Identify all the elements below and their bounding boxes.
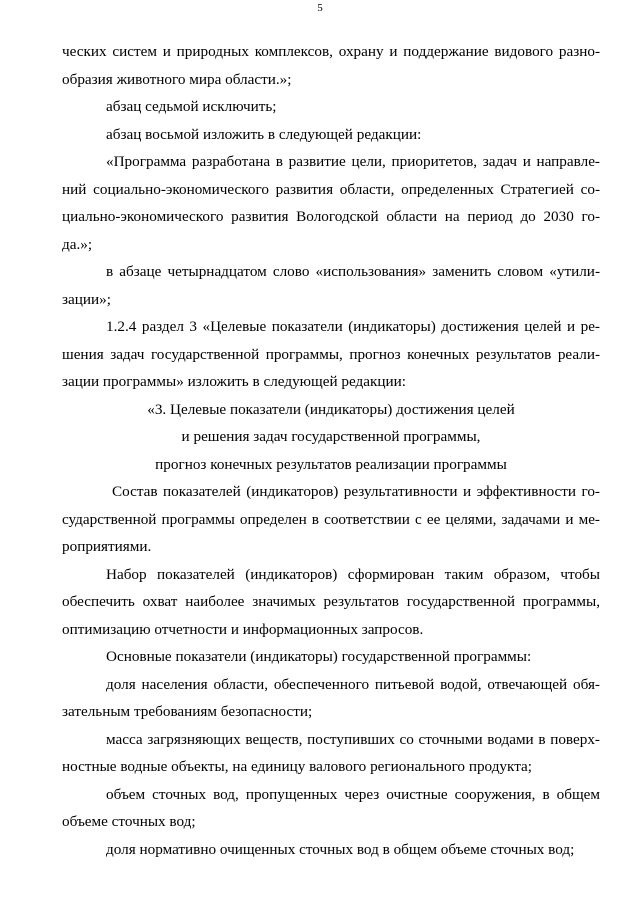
text-line: масса загрязняющих веществ, поступивших со сточными водами в поверх- bbox=[106, 730, 600, 748]
text-line: роприятиями. bbox=[62, 538, 152, 555]
text-line: сударственной программы определен в соответствии с ее целями, задачами и ме- bbox=[62, 510, 600, 528]
text-line: абзац восьмой изложить в следующей редакции: bbox=[106, 125, 422, 143]
text-line: 1.2.4 раздел 3 «Целевые показатели (индикаторы) достижения целей и ре- bbox=[106, 318, 600, 335]
document-body bbox=[62, 38, 600, 863]
text-line: Основные показатели (индикаторы) государственной программы: bbox=[106, 648, 532, 665]
text-line: Набор показателей (индикаторов) сформирован таким образом, чтобы bbox=[106, 565, 600, 583]
text-line: да.»; bbox=[62, 235, 93, 253]
text-line: абзац седьмой исключить; bbox=[106, 98, 277, 115]
text-line: объеме сточных вод; bbox=[62, 813, 196, 830]
text-line: доля населения области, обеспеченного питьевой водой, отвечающей обя- bbox=[106, 675, 600, 693]
text-line: зации программы» изложить в следующей редакции: bbox=[62, 373, 406, 390]
text-line: в абзаце четырнадцатом слово «использования» заменить словом «утили- bbox=[106, 263, 600, 280]
text-line: ностные водные объекты, на единицу валового регионального продукта; bbox=[62, 758, 532, 775]
text-line: оптимизацию отчетности и информационных запросов. bbox=[62, 620, 424, 638]
text-line: шения задач государственной программы, прогноз конечных результатов реали- bbox=[62, 345, 600, 363]
text-line: объем сточных вод, пропущенных через очистные сооружения, в общем bbox=[106, 785, 600, 803]
text-line: Состав показателей (индикаторов) результативности и эффективности го- bbox=[112, 483, 600, 500]
text-line: ний социально-экономического развития области, определенных Стратегией со- bbox=[62, 180, 600, 198]
text-line: циально-экономического развития Вологодской области на период до 2030 го- bbox=[62, 208, 600, 225]
text-line: обеспечить охват наиболее значимых результатов государственной программы, bbox=[62, 593, 600, 610]
section-heading-line: и решения задач государственной программы, bbox=[181, 428, 481, 445]
text-line: доля нормативно очищенных сточных вод в общем объеме сточных вод; bbox=[106, 840, 575, 858]
text-line: зательным требованиям безопасности; bbox=[62, 703, 313, 720]
text-line: зации»; bbox=[62, 290, 111, 308]
section-heading-line: прогноз конечных результатов реализации программы bbox=[155, 455, 507, 473]
text-line: образия животного мира области.»; bbox=[62, 70, 292, 88]
text-line: «Программа разработана в развитие цели, приоритетов, задач и направле- bbox=[106, 153, 600, 170]
section-heading-line: «3. Целевые показатели (индикаторы) достижения целей bbox=[147, 400, 515, 418]
page-number: 5 bbox=[317, 2, 323, 14]
text-line: ческих систем и природных комплексов, охрану и поддержание видового разно- bbox=[62, 43, 600, 60]
